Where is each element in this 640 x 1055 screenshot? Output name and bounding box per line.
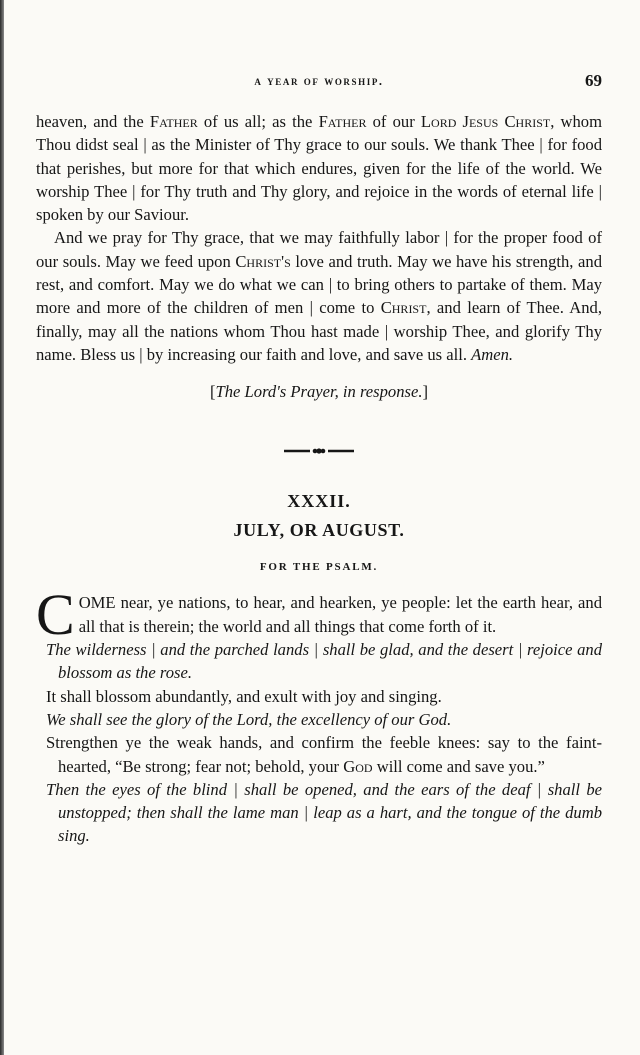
section-divider-ornament xyxy=(284,446,354,456)
section-heading: JULY, OR AUGUST. xyxy=(233,519,405,540)
page-spine-shadow xyxy=(0,0,4,1055)
psalm-verse-1 xyxy=(36,582,602,648)
psalm-verse-1-text xyxy=(79,593,602,635)
psalm-verse-2 xyxy=(36,638,602,685)
prayer-paragraph-2 xyxy=(36,226,602,366)
text-run: It shall blossom abundantly, and exult with joy and singing. xyxy=(46,686,442,706)
drop-cap-letter: C xyxy=(36,582,75,648)
small-caps-run: God xyxy=(343,756,373,776)
small-caps-run: Father xyxy=(149,112,198,131)
text-run: Strengthen ye the weak hands, and confirm the feeble knees: say to the faint-hearted, “Be strong; fear not; behold, your xyxy=(46,733,602,776)
text-run: And we pray for Thy grace, that we may faithfully labor | for the proper food of our souls. May we feed upon xyxy=(36,228,602,271)
text-run: of our xyxy=(366,112,421,131)
running-head-title: a year of worship. xyxy=(254,74,384,88)
text-run: OME near, ye nations, to hear, and hearken, ye people: let the earth hear, and all that is therein; the world and all things that come forth of it. xyxy=(78,593,602,636)
text-run: , whom Thou didst seal | as the Minister of Thy grace to our souls. We thank Thee | for food that perishes, but more for that which endures, given for the life of the world. We worship Thee | for Thy truth and Thy glory, and rejoice in the words of eternal life | spoken by our Saviour. xyxy=(36,112,603,225)
psalm-verse-6 xyxy=(36,778,602,848)
text-run: love and truth. May we have his strength, and rest, and comfort. May we do what we can | to bring others to partake of them. May more and more of the children of men | come to xyxy=(36,251,602,318)
rubric-rest-text: , in response. xyxy=(334,382,423,402)
small-caps-run: Christ's xyxy=(235,251,291,271)
rubric-close-bracket: ] xyxy=(422,382,429,402)
page-number: 69 xyxy=(585,71,602,90)
small-caps-run: Father xyxy=(318,112,367,131)
running-head xyxy=(36,71,602,94)
small-caps-run: Christ xyxy=(380,298,427,318)
psalm-verse-3 xyxy=(36,685,602,708)
small-caps-run: Lord Jesus Christ xyxy=(420,112,551,131)
psalm-verse-4 xyxy=(36,708,602,731)
text-run: of us all; as the xyxy=(197,112,319,131)
text-run: heaven, and the xyxy=(36,112,150,131)
text-run: , and learn of Thee. And, finally, may all the nations whom Thou hast made | worship Thee, and glorify Thy name. Bless us | by increasing our faith and love, and save us all. xyxy=(36,298,602,364)
rubric-italic-text: The Lord's Prayer xyxy=(215,382,335,402)
page-body xyxy=(36,110,602,848)
italic-run: We shall see the glory of the Lord, the excellency of our God. xyxy=(46,709,452,729)
italic-run: Amen. xyxy=(471,344,514,364)
psalm-responsive-reading xyxy=(36,582,602,847)
psalm-verse-5 xyxy=(36,731,602,778)
section-number: XXXII. xyxy=(287,490,351,511)
italic-run: Then the eyes of the blind | shall be opened, and the ears of the deaf | shall be unstopped; then shall the lame man | leap as a hart, and the tongue of the dumb sing. xyxy=(46,779,602,846)
italic-run: The wilderness | and the parched lands | shall be glad, and the desert | rejoice and blossom as the rose. xyxy=(46,640,602,683)
rubric-open-bracket: [ xyxy=(209,382,216,402)
rubric-lords-prayer xyxy=(36,380,602,403)
text-run: will come and save you.” xyxy=(372,756,545,776)
prayer-paragraph-1 xyxy=(36,110,602,226)
psalm-subheading: FOR THE PSALM. xyxy=(259,561,379,574)
